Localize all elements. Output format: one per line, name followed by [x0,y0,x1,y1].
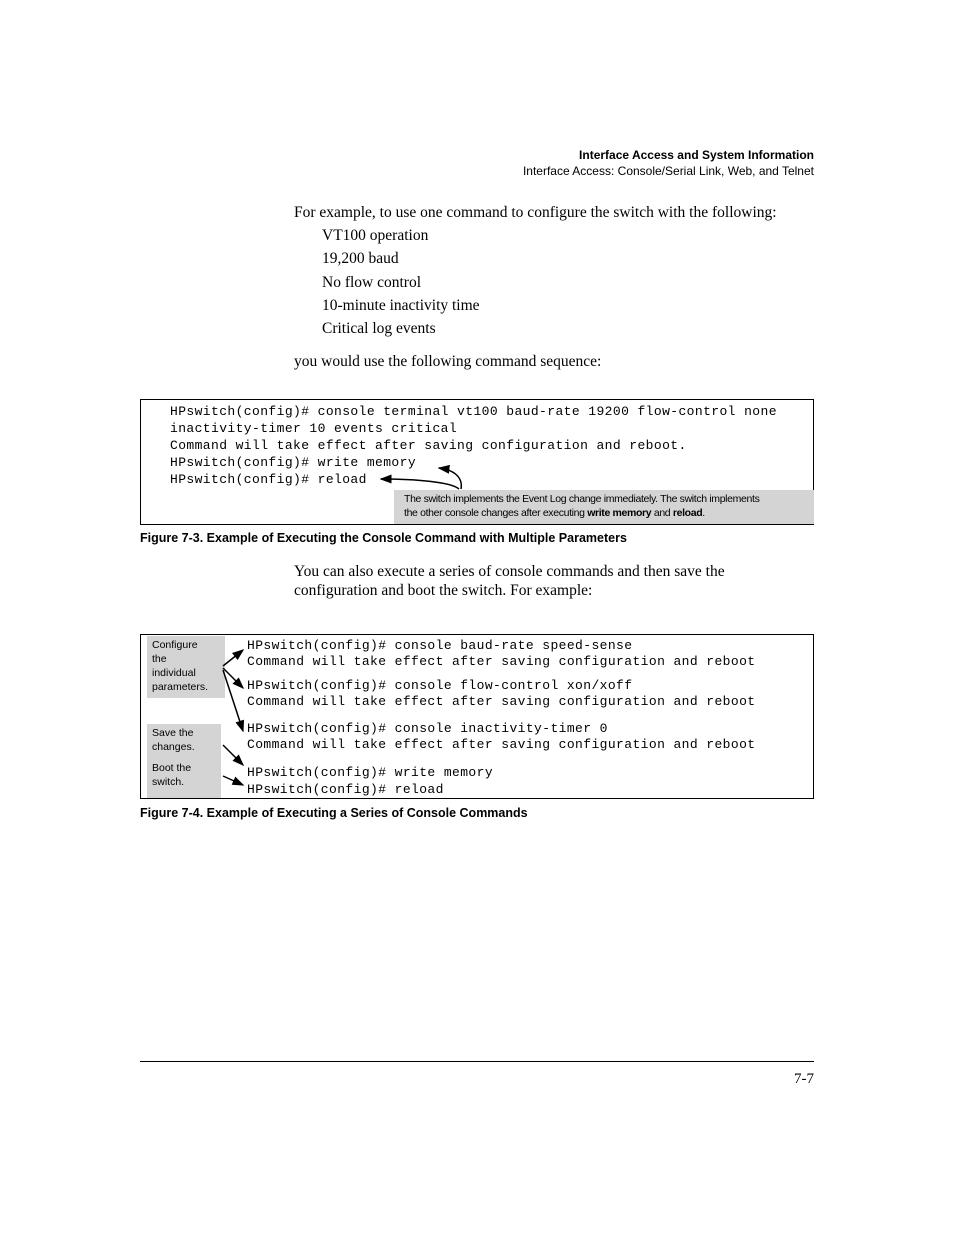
figure-7-4-caption: Figure 7-4. Example of Executing a Series of Console Commands [140,806,528,820]
console-line: HPswitch(config)# console inactivity-timer 0 [247,721,608,736]
callout-command: write memory [587,507,652,519]
running-header-title: Interface Access and System Information [579,148,814,162]
console-line: inactivity-timer 10 events critical [170,421,458,436]
paragraph-2-line: You can also execute a series of console commands and then save the [294,563,725,580]
side-label-line: individual [152,667,196,679]
callout-line: The switch implements the Event Log change immediately. The switch implements [404,493,760,505]
console-line: HPswitch(config)# write memory [247,765,494,780]
settings-item: VT100 operation [322,227,429,244]
callout-text: the other console changes after executing [404,507,588,519]
side-label-line: Configure [152,639,198,651]
console-line: Command will take effect after saving configuration and reboot [247,654,756,669]
side-label-line: Save the [152,727,194,739]
pointer-arrows [141,635,813,798]
side-label-line: changes. [152,741,195,753]
figure-7-4-box [140,634,814,799]
settings-item: 19,200 baud [322,250,399,267]
figure-7-3-box [140,399,814,525]
console-line: HPswitch(config)# console baud-rate speed-sense [247,638,633,653]
running-header-subtitle: Interface Access: Console/Serial Link, Web, and Telnet [522,164,814,178]
console-line: Command will take effect after saving configuration and reboot [247,694,756,709]
callout-command: reload [672,507,703,519]
console-line: HPswitch(config)# console flow-control xon/xoff [247,678,633,693]
footer-rule [140,1061,814,1062]
settings-item: Critical log events [322,320,436,337]
page-number: 7-7 [794,1071,814,1087]
console-line: HPswitch(config)# reload [170,472,367,487]
callout-text: . [702,507,705,519]
console-line: HPswitch(config)# console terminal vt100 baud-rate 19200 flow-control none [170,404,777,419]
console-line: Command will take effect after saving configuration and reboot. [170,438,687,453]
console-line: Command will take effect after saving configuration and reboot [247,737,756,752]
figure-7-3-caption: Figure 7-3. Example of Executing the Console Command with Multiple Parameters [140,531,627,545]
callout-text: and [651,507,673,519]
settings-item: 10-minute inactivity time [322,297,480,314]
callout-arrows [141,400,813,524]
console-line: HPswitch(config)# write memory [170,455,417,470]
sequence-paragraph: you would use the following command sequence: [294,353,602,370]
side-label-line: Boot the [152,762,192,774]
console-line: HPswitch(config)# reload [247,782,444,797]
paragraph-2-line: configuration and boot the switch. For example: [294,582,593,599]
side-label-line: parameters. [152,681,209,693]
side-label-line: switch. [152,776,185,788]
side-label-line: the [152,653,167,665]
settings-item: No flow control [322,274,422,291]
intro-paragraph: For example, to use one command to configure the switch with the following: [294,204,777,221]
